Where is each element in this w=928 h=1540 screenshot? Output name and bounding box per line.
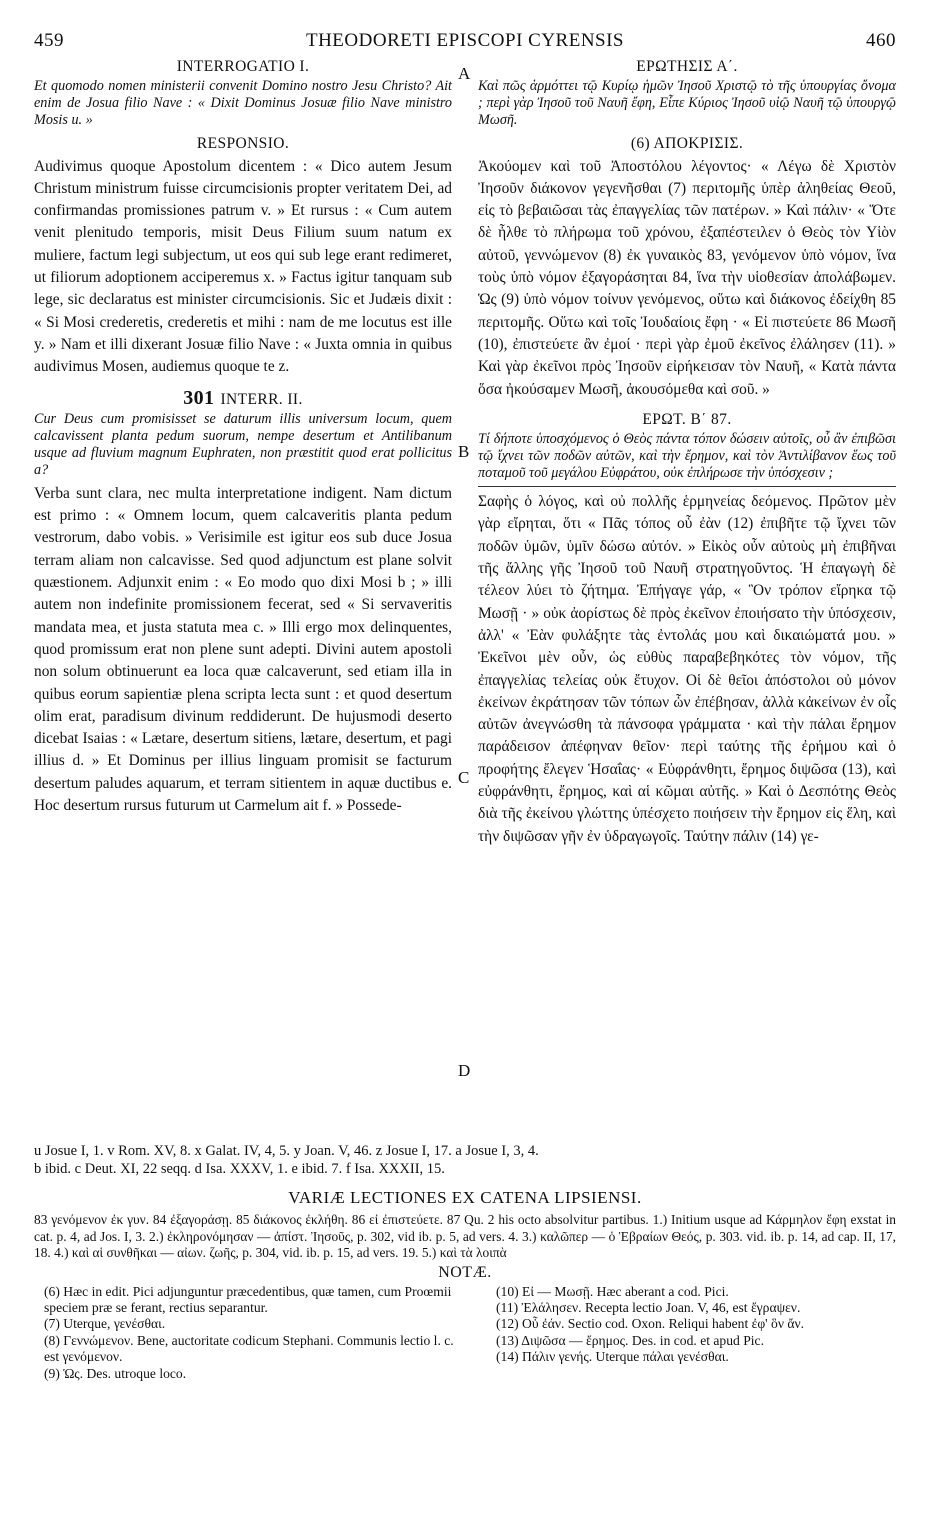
footnotes [34, 1142, 896, 1178]
responsio-title: RESPONSIO. [196, 135, 290, 153]
note: (12) Οὗ ἐάν. Sectio cod. Oxon. Reliqui habent ἐφ' ὃν ἄν. [496, 1316, 805, 1332]
note: (13) Διψῶσα — ἔρημος. Des. in cod. et apud Pic. [496, 1332, 764, 1348]
erotesis-1-title: ΕΡΩΤΗΣΙΣ Α΄. [636, 58, 738, 75]
responsio-text: Audivimus quoque Apostolum dicentem : « Dico autem Jesum Christum ministrum fuisse circumcisionis propter veritatem Dei, ad confirmandas promissiones patrum v. » Et rursus : « Cum autem venit plenitudo temporis, misit Deus Filium suum natum ex muliere, factum legi subjectum, ut eos qui sub lege erant redimeret, ut filiorum adoptionem acciperemus x. » Factus igitur tanquam sub lege, sic declaratus est minister circumcisionis. Sic et Judæis dixit : « Si Mosi crederetis, crederetis et mihi : nam de me locutus est ille y. » Nam et illi dixerant Josuæ filio Nave : « Juxta omnia in quibus audivimus Mosen, audiemus quoque te z. [34, 157, 452, 376]
margin-marker-a: A [458, 64, 471, 83]
note: (9) Ὡς. Des. utroque loco. [44, 1365, 187, 1381]
erotesis-1-question: Καὶ πῶς ἁρμόττει τῷ Κυρίῳ ἡμῶν Ἰησοῦ Χριστῷ τὸ τῆς ὑπουργίας ὄνομα ; περὶ γὰρ Ἰησοῦ τοῦ Ναυῆ ἔφη, Εἶπε Κύριος Ἰησοῦ υἱῷ Ναυῆ τῷ ὑπουργῷ Μωσῆ. [478, 78, 896, 129]
variae-lectiones-text: 83 γενόμενον ἐκ γυν. 84 ἐξαγοράσῃ. 85 διάκονος ἐκλήθη. 86 εἰ ἐπιστεύετε. 87 Qu. 2 his octo absolvitur partibus. 1.) Initium usque ad Κάρμηλον ἔφη exstat in cat. p. 4, ad Jos. I, 3. 2.) ἐκληρονόμησαν — ἀπίστ. Ἰησοῦς, p. 302, vid ib. p. 5, ad vers. 4. 3.) καλῶπερ — ὁ Ἑβραίων Θεός, p. 303. vid. ib. p. 14, ad cap. II, 17, 18. 4.) καὶ αἱ συνθῆκαι — αἰων. ζωῆς, p. 304, vid. ib. p. 15, ad vers. 19. 5.) καὶ τὰ λοιπὰ [34, 1212, 896, 1260]
page-number-right: 460 [866, 30, 896, 51]
greek-column [478, 56, 896, 848]
footnote-line: u Josue I, 1. v Rom. XV, 8. x Galat. IV, 4, 5. y Joan. V, 46. z Josue I, 17. a Josue I, 3, 4. [34, 1143, 539, 1159]
interr-2-heading [34, 387, 452, 411]
interr-2-question: Cur Deus cum promisisset se daturum illis universum locum, quem calcavissent planta pedum suorum, nempe desertum et Antilibanum usque ad fluvium magnum Euphraten, non præstitit quod erat pollicitus a? [34, 410, 452, 478]
note: (6) Hæc in edit. Pici adjunguntur præcedentibus, quæ tamen, cum Proœmii speciem præ se ferant, rectius separantur. [44, 1283, 452, 1315]
variae-lectiones-title: VARIÆ LECTIONES EX CATENA LIPSIENSI. [288, 1188, 642, 1207]
interrogatio-1-title: INTERROGATIO I. [176, 58, 310, 75]
margin-marker-d: D [458, 1061, 471, 1080]
text-columns [34, 56, 896, 1136]
margin-marker-c: C [458, 768, 470, 787]
interr-2-text: Verba sunt clara, nec multa interpretatione indigent. Nam dictum est primo : « Omnem locum, quem calcaveritis planta pedum vestrorum, dabo vobis. » Verisimile est igitur eos sub duce Josua terram aliam non calcavisse. Sed quod adjunctum est plane solvit quæstionem. Adjunxit enim : « Eo modo quo dixi Mosi b ; » illi autem non indefinite promissionem fecerat, sed « Si servaveritis mandata mea, et justa statuta mea c. » Illi ergo mox delinquentes, quod promissum erat non plene sunt adepti. Divini autem apostoli non solum obtinuerunt ea loca quæ calcaverunt, sed etiam illa in quibus eorum sapientiæ plena scripta lecta sunt : et quod desertum olim erat, paradisum divinum reddiderunt. De hujusmodi deserto dicebat Isaias : « Lætare, desertum sitiens, lætare, desertum, et pagi illius d. » Et Dominus per illius linguam promisit se facturum desertum paludes aquarum, et terram sitientem in aquæ ductibus e. Hoc desertum rursus futurum ut Carmelum ait f. » Possede- [34, 484, 452, 815]
page-number-left: 459 [34, 30, 64, 51]
page [34, 30, 896, 1414]
notae-left [44, 1284, 464, 1382]
interr-2-title: INTERR. II. [220, 390, 303, 408]
apokrisis-text: Ἀκούομεν καὶ τοῦ Ἀποστόλου λέγοντος· « Λέγω δὲ Χριστὸν Ἰησοῦν διάκονον γεγενῆσθαι (7) περιτομῆς ὑπὲρ ἀληθείας Θεοῦ, εἰς τὸ βεβαιῶσαι τὰς ἐπαγγελίας τῶν πατέρων. » Καὶ πάλιν· « Ὅτε δὲ ἦλθε τὸ πλήρωμα τοῦ χρόνου, ἐξαπέστειλεν ὁ Θεὸς τὸν Υἱὸν αὐτοῦ, γεννώμενον (8) ἐκ γυναικὸς 83, γενόμενον ὑπὸ νόμον, ἵνα τοὺς ὑπὸ νόμον ἐξαγοράσηται 84, ἵνα τὴν υἱοθεσίαν ἀπολάβωμεν. Ὡς (9) ὑπὸ νόμον τοίνυν γενόμενος, οὕτω καὶ διάκονος ἐδείχθη 85 περιτομῆς. Οὕτω καὶ τοῖς Ἰουδαίοις ἔφη · « Εἰ πιστεύετε 86 Μωσῆ (10), ἐπιστεύετε ἂν ἐμοί · περὶ γὰρ ἐμοῦ ἐκεῖνος ἐλάλησεν (11). » Καὶ γὰρ ἐκεῖνοι πρὸς Ἰησοῦν εἰρήκεισαν τὸν Ναυῆ, « Κατὰ πάντα ὅσα ἠκούσαμεν Μωσῆ, ἀκουσόμεθα καὶ σοῦ. » [478, 157, 896, 398]
page-header [34, 30, 896, 56]
erot-2-title: ΕΡΩΤ. Β΄ 87. [642, 410, 732, 428]
note: (10) Εἰ — Μωσῇ. Hæc aberant a cod. Pici. [496, 1283, 729, 1299]
note: (11) Ἐλάλησεν. Recepta lectio Joan. V, 46, est ἔγραψεν. [496, 1299, 801, 1315]
interrogatio-1-question: Et quomodo nomen ministerii convenit Domino nostro Jesu Christo? Ait enim de Josua filio Nave : « Dixit Dominus Josuæ filio Nave ministro Mosis u. » [34, 78, 452, 129]
divider [478, 486, 896, 487]
note: (8) Γεννώμενον. Bene, auctoritate codicum Stephani. Communis lectio l. c. est γενόμενον. [44, 1332, 454, 1365]
notae [34, 1284, 896, 1414]
migne-column-number: 301 [183, 386, 215, 409]
note: (14) Πάλιν γενής. Uterque πάλαι γενέσθαι. [496, 1349, 729, 1365]
margin-marker-b: B [458, 442, 470, 461]
latin-column [34, 56, 452, 817]
apokrisis-title: (6) ΑΠΟΚΡΙΣΙΣ. [630, 135, 744, 153]
running-title: THEODORETI EPISCOPI CYRENSIS [305, 30, 625, 51]
notae-right [496, 1284, 896, 1366]
erot-2-question: Τί δήποτε ὑποσχόμενος ὁ Θεὸς πάντα τόπον δώσειν αὐτοῖς, οὗ ἂν ἐπιβῶσι τῷ ἴχνει τῶν ποδῶν αὐτῶν, καὶ τὴν ἔρημον, καὶ τὸν Ἀντιλίβανον ἕως τοῦ ποταμοῦ τοῦ μεγάλου Εὐφράτου, οὐκ ἐπλήρωσε τὴν ὑπόσχεσιν ; [478, 431, 896, 482]
note: (7) Uterque, γενέσθαι. [44, 1316, 166, 1332]
erot-2-text: Σαφὴς ὁ λόγος, καὶ οὐ πολλῆς ἑρμηνείας δεόμενος. Πρῶτον μὲν γὰρ εἴρηται, ὅτι « Πᾶς τόπος οὗ ἐὰν (12) ἐπιβῆτε τῷ ἴχνει τῶν ποδῶν ὑμῶν, ὑμῖν δώσω αὐτόν. » Εἰκὸς οὖν αὐτοὺς μὴ ἐπιβῆναι τῆς ἄλλης γῆς Ἰησοῦ τοῦ Ναυῆ στρατηγοῦντος. Ἡ ἐπαγωγὴ δὲ τέλεον λύει τὸ ζήτημα. Ἐπήγαγε γάρ, « Ὃν τρόπον εἴρηκα τῷ Μωσῇ · » οὐκ ἀορίστως δὲ πρὸς ἐκεῖνον ἐποιήσατο τὴν ὑπόσχεσιν, ἀλλ' « Ἐὰν φυλάξητε τὰς ἐντολάς μου καὶ δικαιώματά μου. » Ἐκεῖνοι μὲν οὖν, ὡς εὐθὺς παραβεβηκότες τὸν νόμον, τῆς ἐπαγγελίας τελείας οὐκ ἔτυχον. Οἱ δὲ θεῖοι ἀπόστολοι οὐ μόνον ἐκείνων ἐκράτησαν τῶν τόπων ὧν ἐπέβησαν, ἀλλὰ κἀκείνων ἐν οἷς αὐτῶν ἀνεγνώσθη τὰ πάνσοφα γράμματα · καὶ τὴν πάλαι ἔρημον παράδεισον ἀπέφηναν θεῖον· περὶ ταύτης τῆς ἐρήμου καὶ ὁ προφήτης ἔλεγεν Ἡσαΐας· « Εὐφράνθητι, ἔρημος διψῶσα (13), καὶ εὐφράνθητι, ἔρημος, καὶ αἱ κῶμαι αὐτῆς. » Καὶ ὁ Δεσπότης Θεὸς διὰ τῆς ἐκείνου γλώττης ὑπέσχετο ποιήσειν τὴν ἔρημον εἰς ἕλη, καὶ τὴν διψῶσαν γῆν ἐν ὑδραγωγοῖς. Ταύτην πάλιν (14) γε- [478, 493, 896, 845]
footnote-line: b ibid. c Deut. XI, 22 seqq. d Isa. XXXV, 1. e ibid. 7. f Isa. XXXII, 15. [34, 1161, 445, 1177]
notae-title: NOTÆ. [438, 1263, 492, 1281]
